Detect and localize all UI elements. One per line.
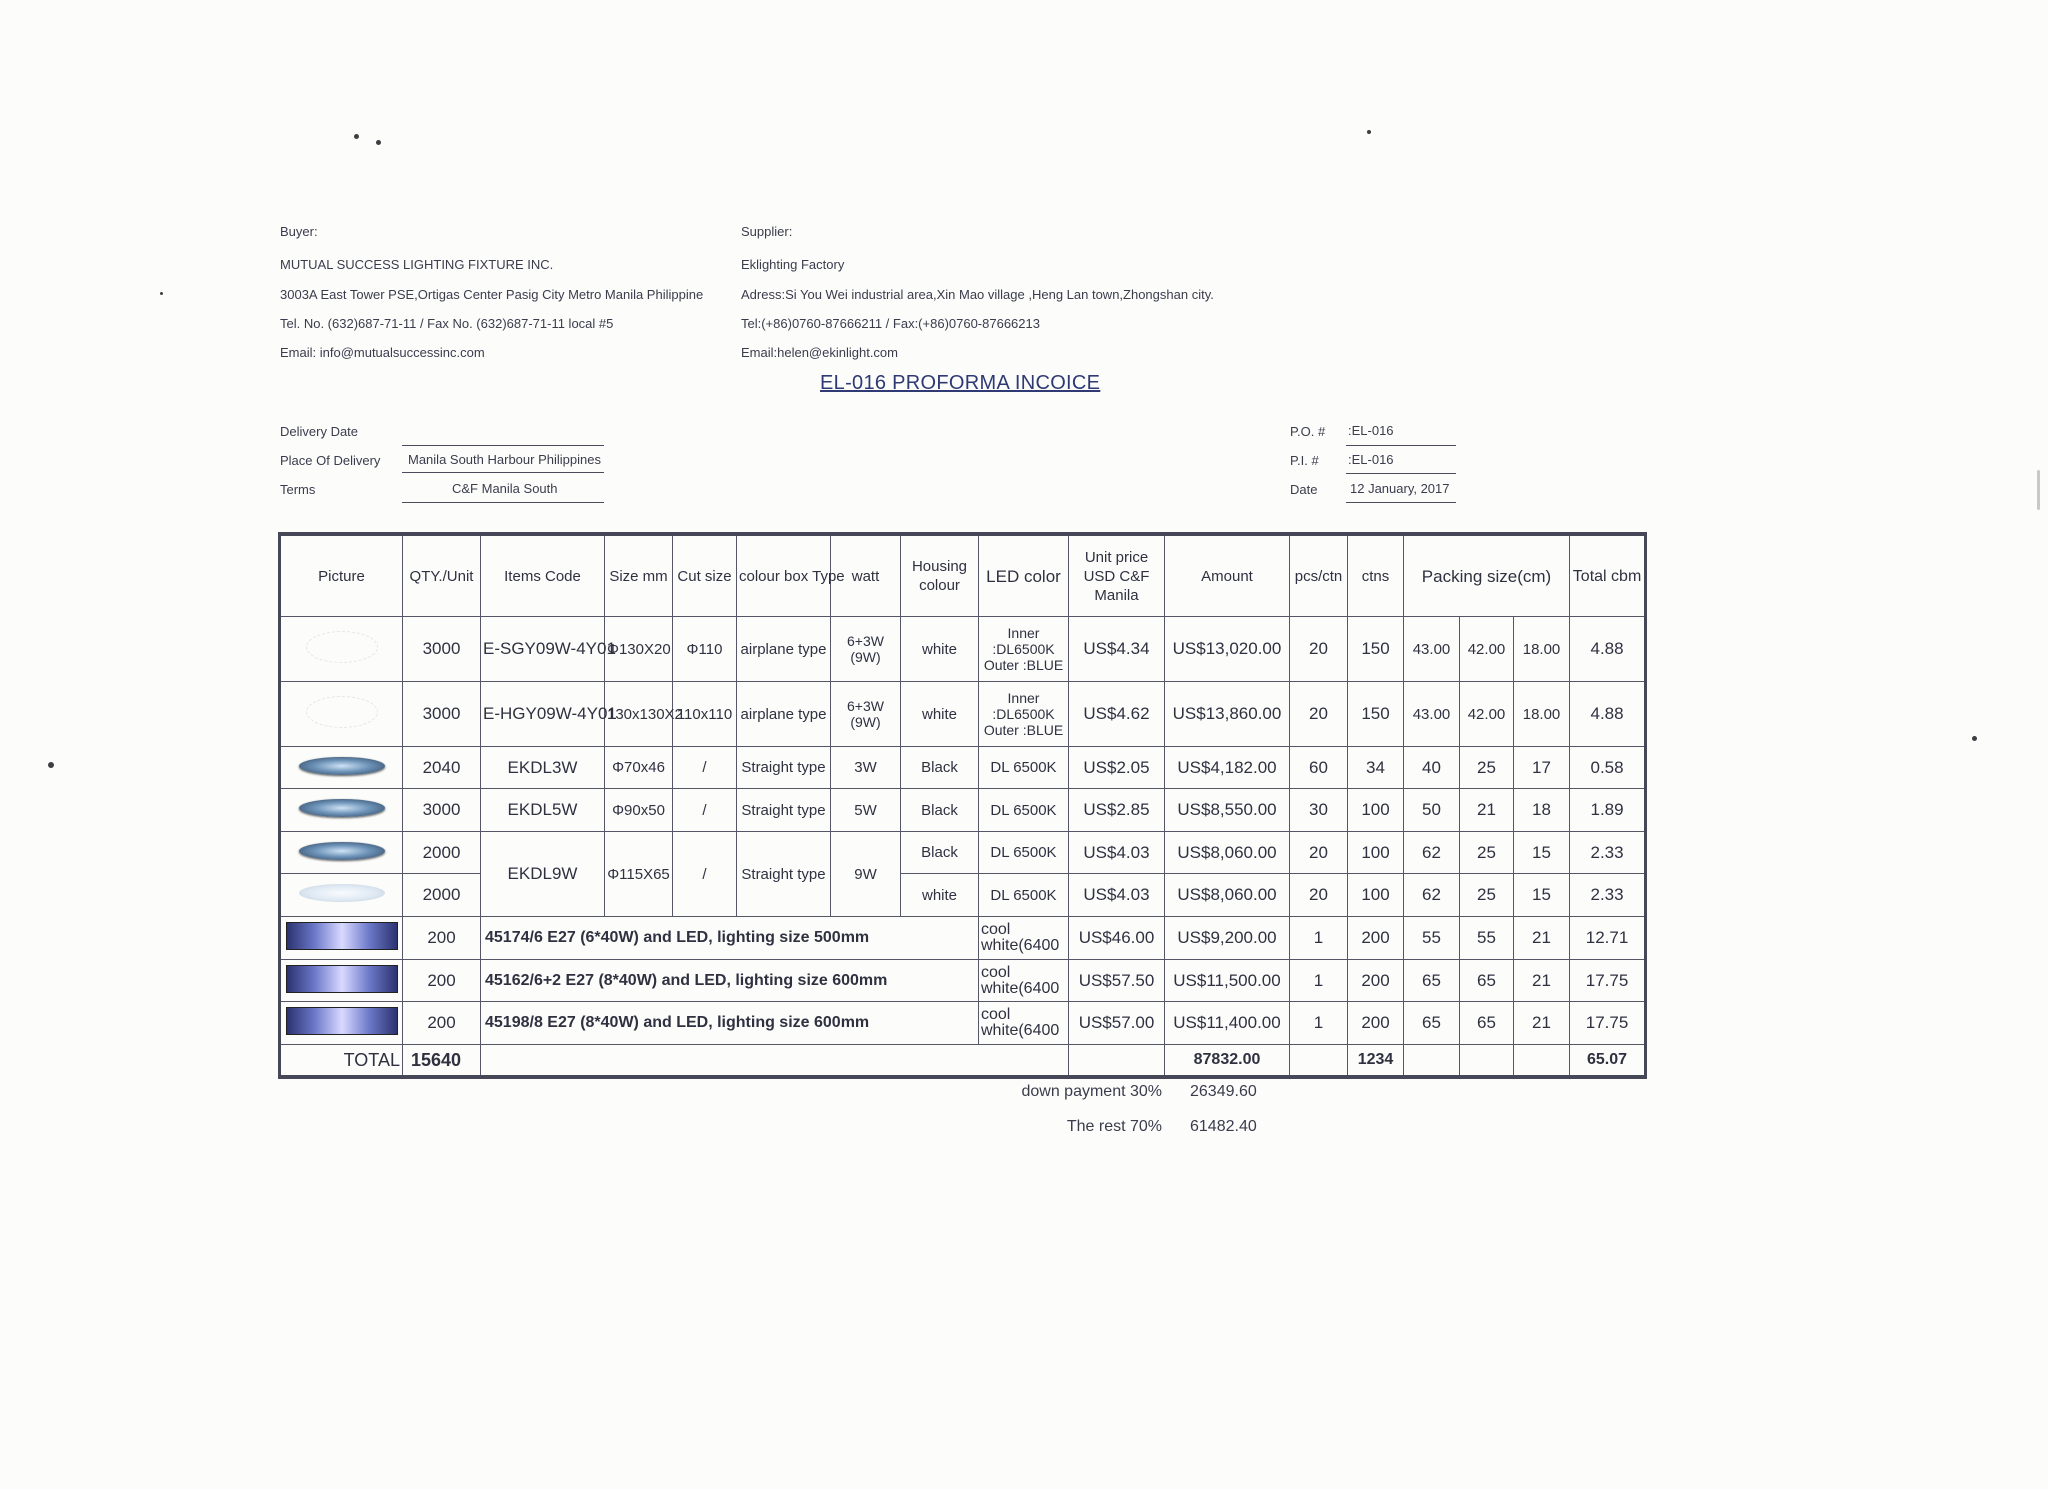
cell-pcs-ctn: 1 (1290, 917, 1348, 960)
date-line (1346, 502, 1456, 503)
cell-ctns: 200 (1348, 1002, 1404, 1045)
cell-pcs-ctn: 1 (1290, 1002, 1348, 1045)
header-pcs-ctn: pcs/ctn (1290, 534, 1348, 617)
cell-amount: US$8,060.00 (1165, 874, 1290, 917)
date-value: 12 January, 2017 (1350, 481, 1450, 496)
speck (376, 140, 381, 145)
po-label: P.O. # (1290, 424, 1326, 439)
table-row (280, 789, 1646, 832)
cell-qty: 2000 (403, 874, 481, 917)
table-row (280, 917, 1646, 960)
cell-cut-size: 110x110 (673, 682, 737, 747)
product-image (286, 922, 398, 950)
cell-pack-h: 18 (1514, 789, 1570, 832)
cell-housing: white (901, 617, 979, 682)
cell-pack-l: 50 (1404, 789, 1460, 832)
header-colour-box-type: colour box Type (737, 534, 831, 617)
cell-pack-l: 43.00 (1404, 617, 1460, 682)
cell-items-code: E-HGY09W-4Y01 (481, 682, 605, 747)
supplier-address: Adress:Si You Wei industrial area,Xin Mao village ,Heng Lan town,Zhongshan city. (741, 287, 1214, 302)
cell-total-cbm: 4.88 (1570, 682, 1646, 747)
product-picture (280, 682, 403, 747)
cell-size: Φ130X20 (605, 617, 673, 682)
cell-qty: 2040 (403, 747, 481, 789)
cell-pack-l: 43.00 (1404, 682, 1460, 747)
product-image (286, 1007, 398, 1035)
cell-box-type: Straight type (737, 789, 831, 832)
table-row (280, 682, 1646, 747)
speck (48, 762, 54, 768)
speck (1972, 736, 1977, 741)
cell-led-color: DL 6500K (979, 789, 1069, 832)
cell-led-color: cool white(6400 (979, 960, 1069, 1002)
cell-description: 45162/6+2 E27 (8*40W) and LED, lighting size 600mm (481, 960, 979, 1002)
cell-pack-l: 65 (1404, 1002, 1460, 1045)
down-payment-value: 26349.60 (1190, 1083, 1257, 1100)
cell-watt: 9W (831, 832, 901, 917)
cell-pack-h: 18.00 (1514, 682, 1570, 747)
terms-value: C&F Manila South (452, 481, 558, 496)
total-cbm: 65.07 (1570, 1045, 1646, 1078)
total-label: TOTAL (280, 1045, 403, 1078)
product-picture (280, 832, 403, 874)
cell-qty: 200 (403, 1002, 481, 1045)
cell-housing: white (901, 682, 979, 747)
cell-unit-price: US$57.00 (1069, 1002, 1165, 1045)
cell-watt: 6+3W (9W) (831, 682, 901, 747)
product-image (299, 757, 385, 775)
cell-amount: US$11,400.00 (1165, 1002, 1290, 1045)
cell-ctns: 150 (1348, 617, 1404, 682)
terms-label: Terms (280, 482, 316, 497)
cell-total-cbm: 4.88 (1570, 617, 1646, 682)
cell-unit-price: US$4.03 (1069, 874, 1165, 917)
cell-housing: white (901, 874, 979, 917)
cell-pack-h: 17 (1514, 747, 1570, 789)
cell-led-color: cool white(6400 (979, 917, 1069, 960)
header-ctns: ctns (1348, 534, 1404, 617)
place-of-delivery-line (402, 472, 604, 473)
cell-watt: 5W (831, 789, 901, 832)
cell-pack-w: 42.00 (1460, 617, 1514, 682)
cell-unit-price: US$4.03 (1069, 832, 1165, 874)
speck (2037, 470, 2040, 510)
cell-pcs-ctn: 20 (1290, 874, 1348, 917)
cell-pcs-ctn: 60 (1290, 747, 1348, 789)
total-qty: 15640 (403, 1045, 481, 1078)
cell-led-color: DL 6500K (979, 832, 1069, 874)
pi-line (1346, 473, 1456, 474)
total-blank (1404, 1045, 1460, 1078)
total-blank (1514, 1045, 1570, 1078)
cell-cut-size: / (673, 832, 737, 917)
rest-payment-label: The rest 70% (1066, 1118, 1162, 1135)
cell-description: 45174/6 E27 (6*40W) and LED, lighting size 500mm (481, 917, 979, 960)
cell-ctns: 34 (1348, 747, 1404, 789)
supplier-name: Eklighting Factory (741, 257, 845, 272)
product-image (306, 696, 378, 728)
cell-items-code: EKDL5W (481, 789, 605, 832)
cell-amount: US$8,060.00 (1165, 832, 1290, 874)
buyer-address: 3003A East Tower PSE,Ortigas Center Pasig City Metro Manila Philippine (280, 287, 704, 302)
invoice-title: EL-016 PROFORMA INCOICE (820, 372, 1101, 394)
cell-pack-h: 21 (1514, 960, 1570, 1002)
total-amount: 87832.00 (1165, 1045, 1290, 1078)
cell-total-cbm: 17.75 (1570, 1002, 1646, 1045)
cell-pack-l: 65 (1404, 960, 1460, 1002)
product-image (299, 799, 385, 817)
cell-amount: US$11,500.00 (1165, 960, 1290, 1002)
cell-amount: US$8,550.00 (1165, 789, 1290, 832)
down-payment-label: down payment 30% (1021, 1083, 1162, 1100)
cell-box-type: airplane type (737, 617, 831, 682)
product-picture (280, 747, 403, 789)
cell-qty: 3000 (403, 789, 481, 832)
cell-unit-price: US$2.05 (1069, 747, 1165, 789)
cell-pack-l: 40 (1404, 747, 1460, 789)
cell-housing: Black (901, 789, 979, 832)
cell-watt: 6+3W (9W) (831, 617, 901, 682)
cell-amount: US$9,200.00 (1165, 917, 1290, 960)
cell-pcs-ctn: 1 (1290, 960, 1348, 1002)
cell-ctns: 200 (1348, 917, 1404, 960)
cell-cut-size: / (673, 747, 737, 789)
buyer-label: Buyer: (280, 224, 318, 239)
cell-size: Φ90x50 (605, 789, 673, 832)
invoice-table (278, 532, 1647, 1079)
cell-description: 45198/8 E27 (8*40W) and LED, lighting size 600mm (481, 1002, 979, 1045)
header-packing-size: Packing size(cm) (1404, 534, 1570, 617)
date-label: Date (1290, 482, 1318, 497)
cell-qty: 3000 (403, 682, 481, 747)
cell-box-type: airplane type (737, 682, 831, 747)
cell-pack-h: 21 (1514, 1002, 1570, 1045)
terms-line (402, 502, 604, 503)
cell-pack-w: 25 (1460, 747, 1514, 789)
cell-pack-h: 15 (1514, 874, 1570, 917)
supplier-label: Supplier: (741, 224, 793, 239)
cell-total-cbm: 2.33 (1570, 832, 1646, 874)
pi-value: :EL-016 (1348, 452, 1394, 467)
table-header-row (280, 534, 1646, 617)
table-row (280, 832, 1646, 874)
cell-total-cbm: 17.75 (1570, 960, 1646, 1002)
table-row (280, 1002, 1646, 1045)
cell-unit-price: US$4.34 (1069, 617, 1165, 682)
header-amount: Amount (1165, 534, 1290, 617)
cell-items-code: E-SGY09W-4Y01 (481, 617, 605, 682)
cell-pcs-ctn: 30 (1290, 789, 1348, 832)
product-image (286, 965, 398, 993)
product-picture (280, 617, 403, 682)
header-items-code: Items Code (481, 534, 605, 617)
cell-qty: 200 (403, 917, 481, 960)
cell-pcs-ctn: 20 (1290, 617, 1348, 682)
total-ctns: 1234 (1348, 1045, 1404, 1078)
cell-items-code: EKDL3W (481, 747, 605, 789)
cell-pack-w: 25 (1460, 832, 1514, 874)
delivery-date-label: Delivery Date (280, 424, 359, 439)
cell-items-code: EKDL9W (481, 832, 605, 917)
cell-amount: US$4,182.00 (1165, 747, 1290, 789)
cell-led-color: Inner :DL6500K Outer :BLUE (979, 682, 1069, 747)
speck (354, 134, 359, 139)
header-size: Size mm (605, 534, 673, 617)
cell-amount: US$13,860.00 (1165, 682, 1290, 747)
cell-ctns: 100 (1348, 789, 1404, 832)
header-watt: watt (831, 534, 901, 617)
cell-housing: Black (901, 832, 979, 874)
supplier-tel: Tel:(+86)0760-87666211 / Fax:(+86)0760-87666213 (741, 316, 1040, 331)
cell-housing: Black (901, 747, 979, 789)
total-row (280, 1045, 1646, 1078)
cell-pack-h: 15 (1514, 832, 1570, 874)
cell-total-cbm: 0.58 (1570, 747, 1646, 789)
product-image (299, 884, 385, 902)
cell-qty: 3000 (403, 617, 481, 682)
header-housing-colour: Housing colour (901, 534, 979, 617)
cell-pack-w: 21 (1460, 789, 1514, 832)
buyer-tel: Tel. No. (632)687-71-11 / Fax No. (632)687-71-11 local #5 (280, 316, 614, 331)
cell-watt: 3W (831, 747, 901, 789)
cell-pack-w: 25 (1460, 874, 1514, 917)
cell-size: Φ115X65 (605, 832, 673, 917)
place-of-delivery-label: Place Of Delivery (280, 453, 381, 468)
header-led-color: LED color (979, 534, 1069, 617)
cell-cut-size: Φ110 (673, 617, 737, 682)
cell-ctns: 150 (1348, 682, 1404, 747)
pi-label: P.I. # (1290, 453, 1319, 468)
place-of-delivery-value: Manila South Harbour Philippines (408, 452, 601, 467)
cell-pack-l: 55 (1404, 917, 1460, 960)
total-blank (1290, 1045, 1348, 1078)
header-total-cbm: Total cbm (1570, 534, 1646, 617)
cell-pack-h: 21 (1514, 917, 1570, 960)
cell-pack-w: 65 (1460, 960, 1514, 1002)
speck (160, 292, 163, 295)
delivery-date-line (402, 445, 604, 446)
cell-led-color: cool white(6400 (979, 1002, 1069, 1045)
speck (1367, 130, 1371, 134)
po-value: :EL-016 (1348, 423, 1394, 438)
cell-total-cbm: 1.89 (1570, 789, 1646, 832)
header-cut-size: Cut size (673, 534, 737, 617)
cell-led-color: DL 6500K (979, 874, 1069, 917)
supplier-email: Email:helen@ekinlight.com (741, 345, 898, 360)
cell-led-color: Inner :DL6500K Outer :BLUE (979, 617, 1069, 682)
cell-size: 130x130X2 (605, 682, 673, 747)
buyer-email: Email: info@mutualsuccessinc.com (280, 345, 485, 360)
header-picture: Picture (280, 534, 403, 617)
cell-box-type: Straight type (737, 747, 831, 789)
total-blank (1460, 1045, 1514, 1078)
total-blank (1069, 1045, 1165, 1078)
cell-unit-price: US$57.50 (1069, 960, 1165, 1002)
cell-unit-price: US$2.85 (1069, 789, 1165, 832)
header-qty: QTY./Unit (403, 534, 481, 617)
cell-pack-h: 18.00 (1514, 617, 1570, 682)
header-unit-price: Unit price USD C&F Manila (1069, 534, 1165, 617)
cell-pcs-ctn: 20 (1290, 832, 1348, 874)
total-blank (481, 1045, 1069, 1078)
cell-amount: US$13,020.00 (1165, 617, 1290, 682)
table-row (280, 617, 1646, 682)
cell-pack-w: 65 (1460, 1002, 1514, 1045)
cell-ctns: 100 (1348, 874, 1404, 917)
cell-qty: 2000 (403, 832, 481, 874)
cell-cut-size: / (673, 789, 737, 832)
cell-ctns: 200 (1348, 960, 1404, 1002)
cell-led-color: DL 6500K (979, 747, 1069, 789)
product-picture (280, 917, 403, 960)
po-line (1346, 445, 1456, 446)
cell-unit-price: US$46.00 (1069, 917, 1165, 960)
product-picture (280, 960, 403, 1002)
buyer-name: MUTUAL SUCCESS LIGHTING FIXTURE INC. (280, 257, 554, 272)
cell-pack-l: 62 (1404, 832, 1460, 874)
cell-pack-l: 62 (1404, 874, 1460, 917)
cell-box-type: Straight type (737, 832, 831, 917)
cell-size: Φ70x46 (605, 747, 673, 789)
product-picture (280, 789, 403, 832)
table-row (280, 960, 1646, 1002)
cell-total-cbm: 2.33 (1570, 874, 1646, 917)
product-image (306, 631, 378, 663)
cell-pcs-ctn: 20 (1290, 682, 1348, 747)
cell-ctns: 100 (1348, 832, 1404, 874)
table-row (280, 747, 1646, 789)
rest-payment-value: 61482.40 (1190, 1118, 1257, 1135)
product-image (299, 842, 385, 860)
cell-unit-price: US$4.62 (1069, 682, 1165, 747)
product-picture (280, 874, 403, 917)
cell-qty: 200 (403, 960, 481, 1002)
cell-total-cbm: 12.71 (1570, 917, 1646, 960)
product-picture (280, 1002, 403, 1045)
cell-pack-w: 55 (1460, 917, 1514, 960)
cell-pack-w: 42.00 (1460, 682, 1514, 747)
